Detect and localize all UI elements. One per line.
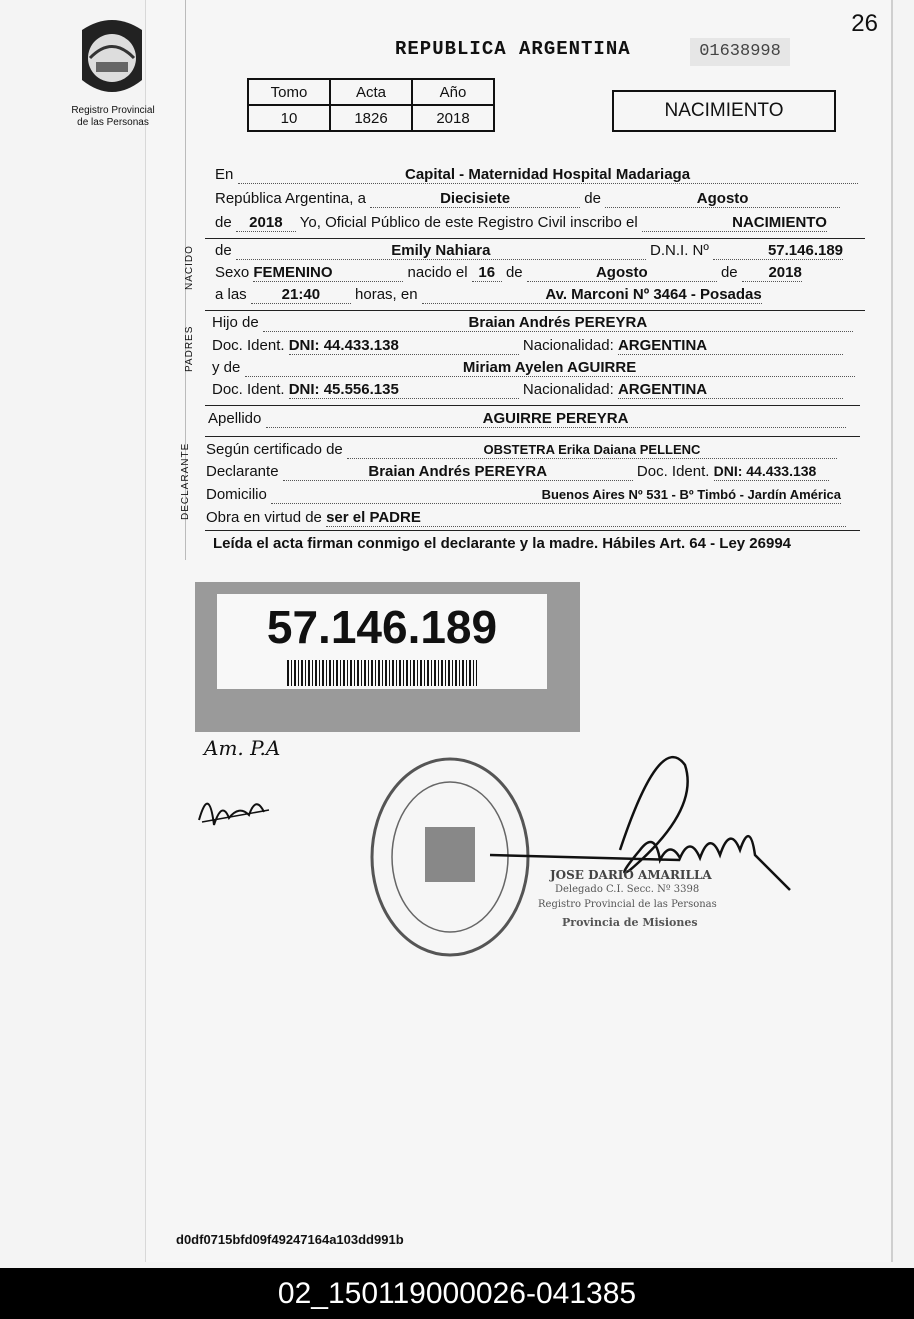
nacido-de-label: de	[215, 242, 232, 259]
birth-day-field	[472, 264, 502, 282]
birth-de2-label: de	[720, 264, 738, 281]
intro-line-3	[215, 214, 827, 232]
section-divider	[205, 405, 860, 406]
org-name	[56, 105, 170, 129]
anio-header: Año	[412, 79, 494, 105]
dni-sticker-number: 57.146.189	[266, 601, 498, 653]
time-field	[251, 286, 351, 304]
obra-value: ser el PADRE	[326, 509, 421, 526]
org-name-line1: Registro Provincial	[71, 105, 155, 116]
year-field	[236, 214, 296, 232]
birth-month-field	[527, 264, 717, 282]
birth-de-label: de	[505, 264, 523, 281]
page-number: 26	[851, 10, 878, 37]
padres-line-1	[212, 314, 853, 332]
de2-label: de	[215, 214, 232, 231]
en-label: En	[215, 166, 234, 183]
mother-nat-value: ARGENTINA	[617, 381, 708, 398]
declarante-value: Braian Andrés PEREYRA	[368, 463, 548, 480]
father-field	[263, 314, 853, 332]
register-value-row	[248, 105, 494, 131]
declarante-label: Declarante	[206, 463, 279, 480]
section-divider	[205, 310, 865, 311]
intro-line-2	[215, 190, 840, 208]
serial-number: 01638998	[690, 38, 790, 66]
birth-year-value: 2018	[768, 264, 802, 281]
mother-value: Miriam Ayelen AGUIRRE	[462, 359, 637, 376]
dni-label: D.N.I. Nº	[650, 242, 709, 259]
domicilio-label: Domicilio	[206, 486, 267, 503]
mother-doc-field	[289, 381, 519, 399]
decl-doc-field	[714, 463, 829, 481]
decl-line-3	[206, 486, 841, 504]
day-words-value: Diecisiete	[440, 190, 511, 207]
footer-id-bar: 02_150119000026-041385	[0, 1268, 914, 1319]
mother-field	[245, 359, 855, 377]
intro-line-1	[215, 166, 858, 184]
father-value: Braian Andrés PEREYRA	[468, 314, 648, 331]
month-field	[605, 190, 840, 208]
nacido-el-label: nacido el	[407, 264, 468, 281]
child-name-field	[236, 242, 646, 260]
birth-year-field	[742, 264, 802, 282]
tomo-header: Tomo	[248, 79, 330, 105]
child-dni-value: 57.146.189	[767, 242, 844, 259]
record-type-box: NACIMIENTO	[612, 90, 836, 132]
apellido-field	[266, 410, 846, 428]
y-de-label: y de	[212, 359, 241, 376]
sexo-value: FEMENINO	[253, 264, 333, 281]
nacido-line-3	[215, 286, 762, 304]
birth-address-value: Av. Marconi Nº 3464 - Posadas	[545, 286, 762, 303]
padres-line-2	[212, 337, 843, 355]
nacido-line-1	[215, 242, 843, 260]
alas-label: a las	[215, 286, 247, 303]
padres-line-3	[212, 359, 855, 377]
record-value: NACIMIENTO	[732, 214, 827, 231]
domicilio-field	[271, 486, 841, 504]
official-province: Provincia de Misiones	[562, 916, 698, 929]
declarante-field	[283, 463, 633, 481]
place-field	[238, 166, 858, 184]
tomo-value: 10	[248, 105, 330, 131]
record-field	[642, 214, 827, 232]
register-header-row	[248, 79, 494, 105]
birth-month-value: Agosto	[595, 264, 648, 281]
father-doc-value: DNI: 44.433.138	[288, 337, 399, 354]
apellido-value: AGUIRRE PEREYRA	[482, 410, 629, 427]
decl-doc-label: Doc. Ident.	[636, 463, 710, 480]
decl-doc-value: DNI: 44.433.138	[713, 463, 817, 479]
sexo-field	[253, 264, 403, 282]
hijo-de-label: Hijo de	[212, 314, 259, 331]
acta-header: Acta	[330, 79, 412, 105]
year-value: 2018	[249, 214, 283, 231]
org-name-line2: de las Personas	[77, 117, 149, 128]
official-name: JOSE DARIO AMARILLA	[550, 868, 712, 882]
child-dni-field	[713, 242, 843, 260]
cert-label: Según certificado de	[206, 441, 343, 458]
dni-sticker-inner	[217, 594, 547, 689]
document-title: REPUBLICA ARGENTINA	[395, 38, 631, 60]
handwritten-signature-left	[194, 780, 274, 840]
de-label: de	[584, 190, 601, 207]
sexo-label: Sexo	[215, 264, 250, 281]
father-nat-field	[618, 337, 843, 355]
decl-line-1	[206, 441, 837, 459]
place-value: Capital - Maternidad Hospital Madariaga	[405, 166, 691, 183]
document-hash: d0df0715bfd09f49247164a103dd991b	[176, 1232, 404, 1247]
father-doc-label: Doc. Ident.	[212, 337, 285, 354]
mother-nat-field	[618, 381, 843, 399]
horas-label: horas, en	[355, 286, 418, 303]
mother-doc-value: DNI: 45.556.135	[288, 381, 399, 398]
officer-text: Yo, Oficial Público de este Registro Civil inscribo el	[299, 214, 638, 231]
child-name-value: Emily Nahiara	[391, 242, 491, 259]
nacido-side-label: NACIDO	[184, 245, 195, 290]
domicilio-value: Buenos Aires Nº 531 - Bº Timbó - Jardín América	[541, 487, 842, 502]
father-nat-value: ARGENTINA	[617, 337, 708, 354]
official-org: Registro Provincial de las Personas	[538, 899, 717, 910]
decl-line-2	[206, 463, 829, 481]
declarante-side-label: DECLARANTE	[180, 442, 191, 520]
padres-line-4	[212, 381, 843, 399]
barcode	[287, 660, 477, 686]
province-seal-logo	[72, 10, 152, 104]
cert-field	[347, 441, 837, 459]
time-value: 21:40	[281, 286, 321, 303]
birth-day-value: 16	[478, 264, 496, 281]
register-table	[247, 78, 495, 132]
padres-side-label: PADRES	[184, 325, 195, 372]
dni-sticker	[195, 582, 580, 732]
cert-value: OBSTETRA Erika Daiana PELLENC	[483, 442, 701, 457]
closing-statement: Leída el acta firman conmigo el declarante y la madre. Hábiles Art. 64 - Ley 26994	[213, 535, 792, 552]
apellido-label: Apellido	[208, 410, 262, 427]
decl-line-4	[206, 509, 846, 527]
acta-value: 1826	[330, 105, 412, 131]
official-role: Delegado C.I. Secc. Nº 3398	[555, 884, 700, 895]
obra-field	[326, 509, 846, 527]
nacido-line-2	[215, 264, 802, 282]
father-nat-label: Nacionalidad:	[522, 337, 614, 354]
section-divider	[205, 238, 865, 239]
birth-address-field	[422, 286, 762, 304]
section-divider	[205, 530, 860, 531]
day-field	[370, 190, 580, 208]
obra-label: Obra en virtud de	[206, 509, 322, 526]
month-value: Agosto	[696, 190, 749, 207]
apellido-line	[208, 410, 846, 428]
mother-nat-label: Nacionalidad:	[522, 381, 614, 398]
mother-doc-label: Doc. Ident.	[212, 381, 285, 398]
republica-label: República Argentina, a	[215, 190, 366, 207]
anio-value: 2018	[412, 105, 494, 131]
section-divider	[205, 436, 860, 437]
initials-signature: Am. P.A	[204, 736, 281, 760]
father-doc-field	[289, 337, 519, 355]
